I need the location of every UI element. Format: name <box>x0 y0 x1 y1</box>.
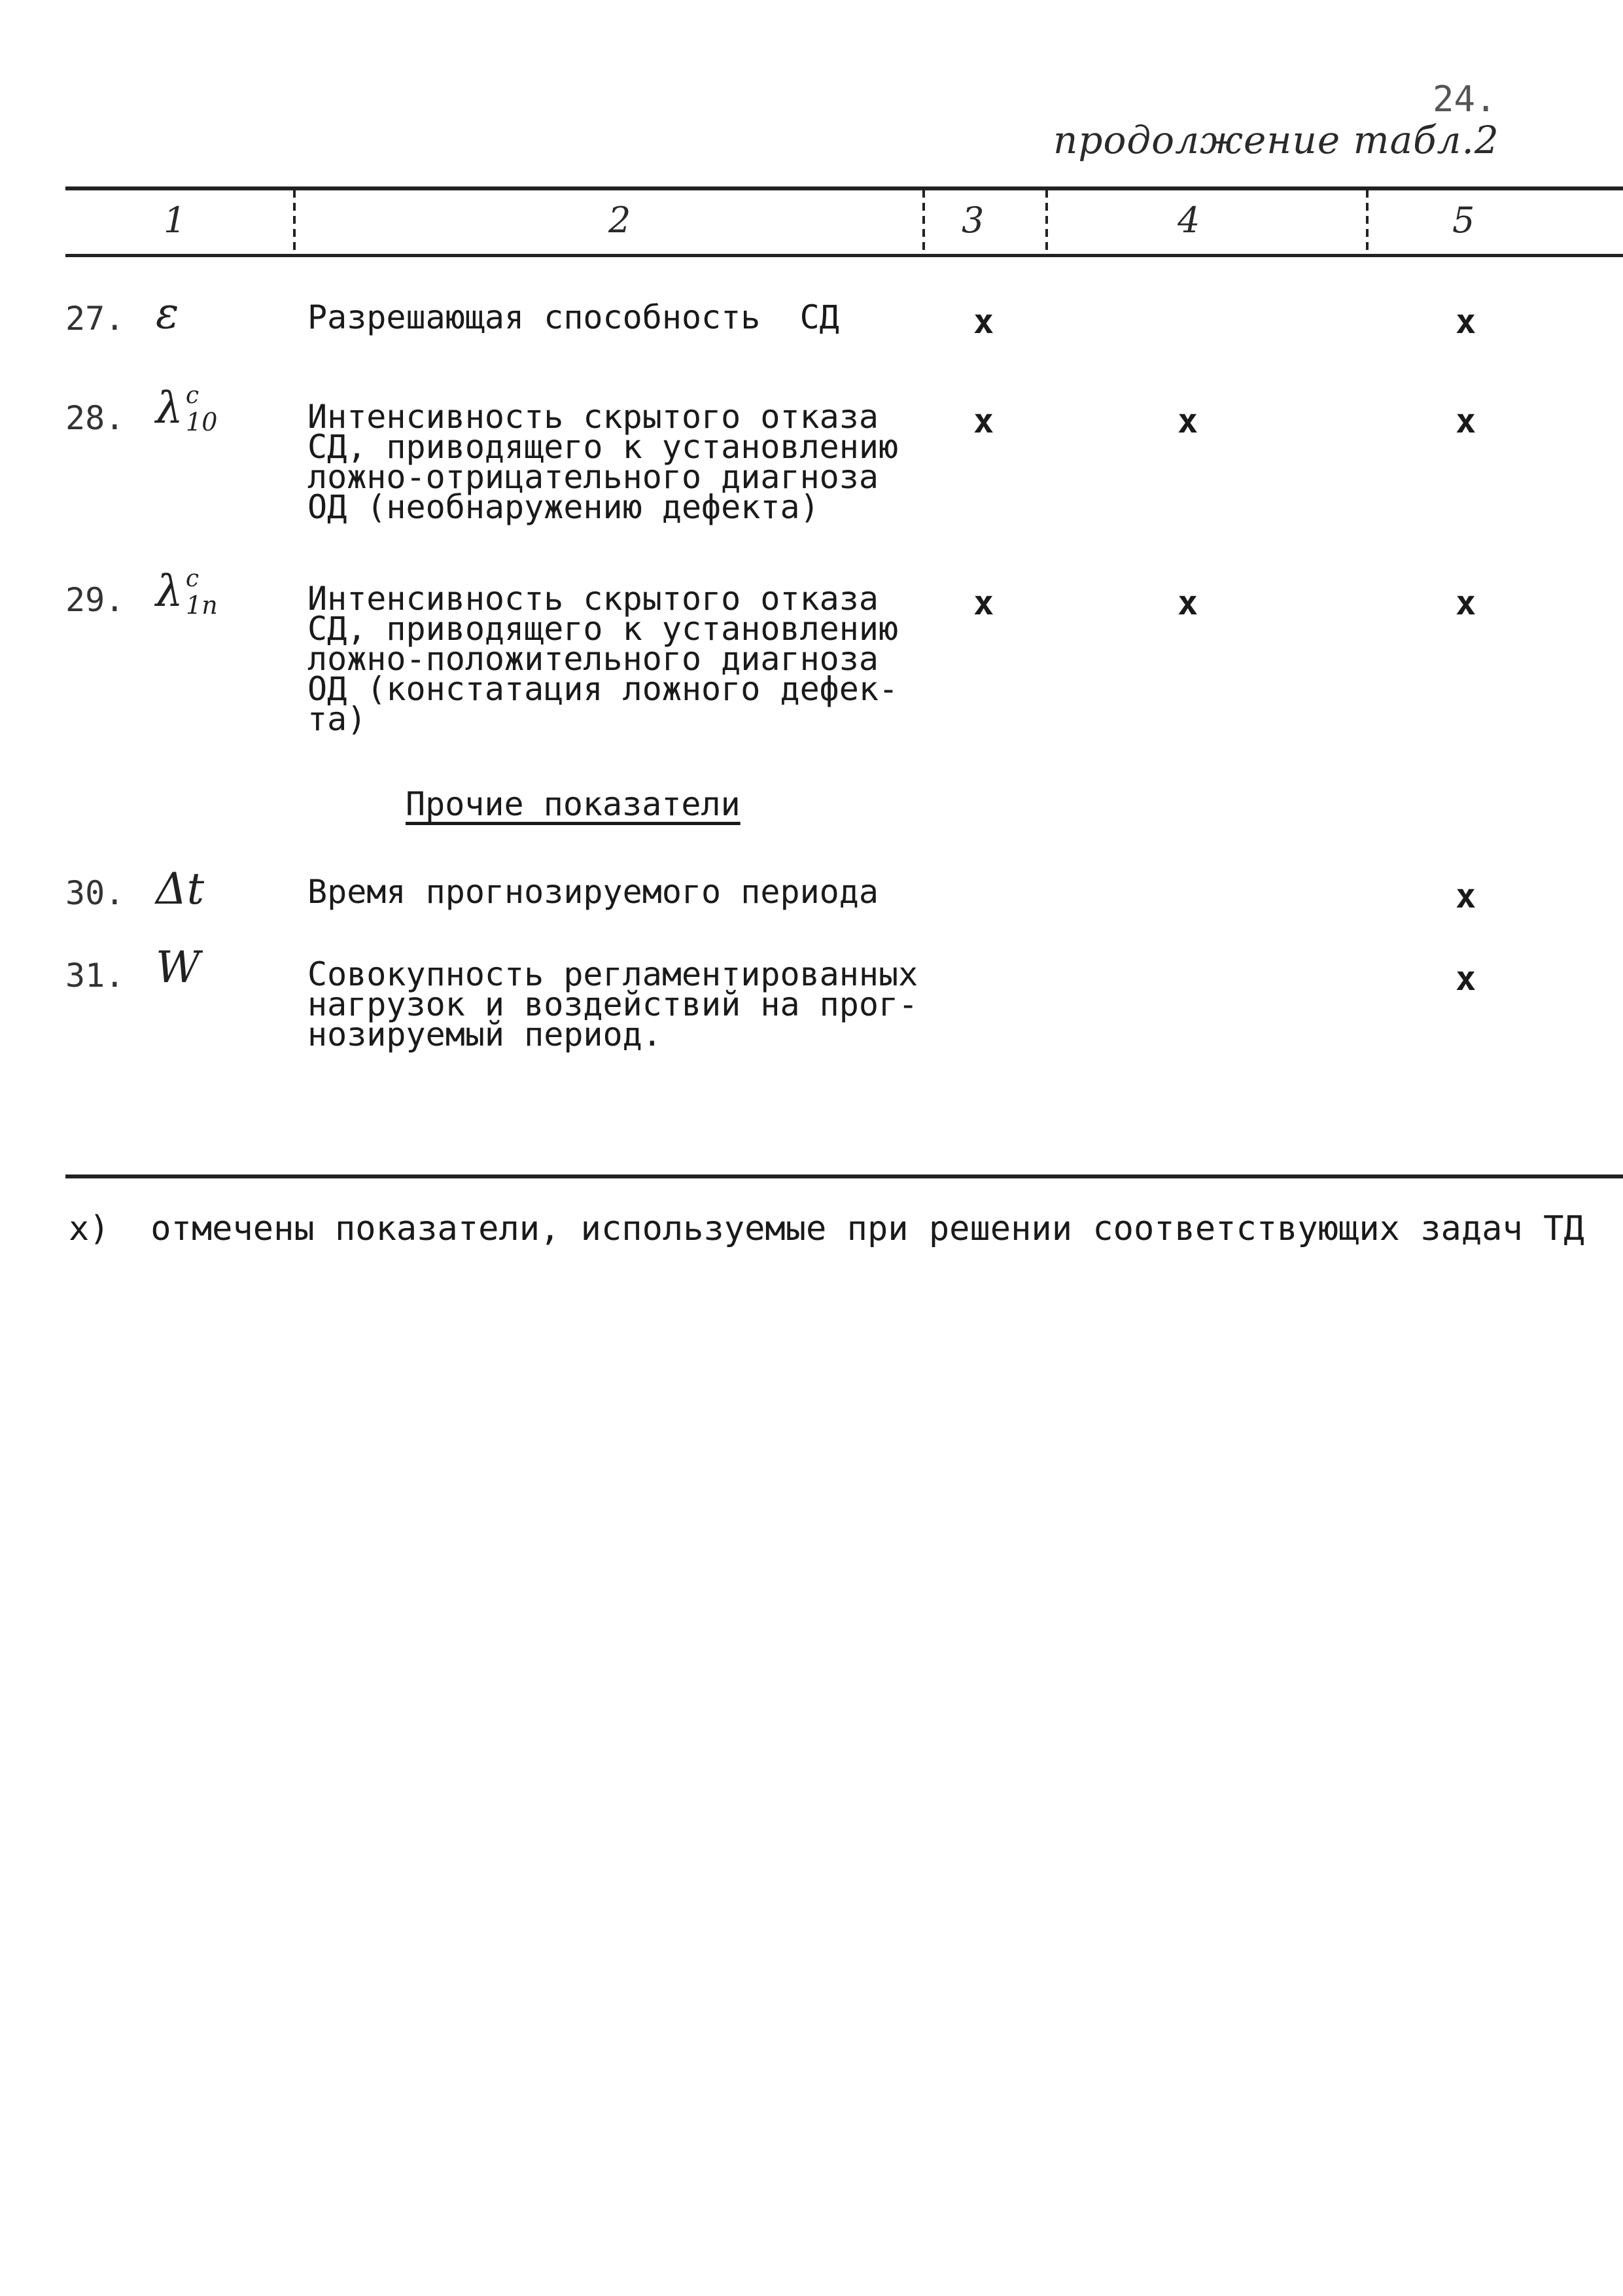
row-number: 28. <box>65 399 125 437</box>
table-bottom-rule <box>65 1174 1623 1178</box>
row-mark-col5: x <box>1456 584 1476 623</box>
table-header-rule <box>65 254 1623 257</box>
row-number: 29. <box>65 581 125 619</box>
column-separator <box>922 190 925 254</box>
row-number: 27. <box>65 300 125 338</box>
column-separator <box>1366 190 1369 254</box>
table-continuation-label: продолжение табл.2 <box>1053 118 1499 162</box>
column-separator <box>293 190 296 254</box>
row-description: Совокупность регламентированных нагрузок и воздействий на прог- нозируемый период. <box>307 955 918 1053</box>
row-mark-col5: x <box>1456 959 1476 998</box>
row-symbol: λ $^c$1n <box>156 565 218 620</box>
row-mark-col3: x <box>973 402 994 441</box>
column-header-4: 4 <box>1178 200 1200 241</box>
row-description: Разрешающая способность СД <box>307 298 839 336</box>
row-mark-col3: x <box>973 584 994 623</box>
row-mark-col4: x <box>1178 402 1198 441</box>
row-mark-col3: x <box>973 302 994 342</box>
column-header-3: 3 <box>962 200 985 241</box>
row-number: 31. <box>65 957 125 995</box>
section-title: Прочие показатели <box>406 785 741 823</box>
row-mark-col5: x <box>1456 302 1476 342</box>
column-separator <box>1045 190 1048 254</box>
row-description: Интенсивность скрытого отказа СД, приводящего к установлению ложно-положительного диагноза ОД (констатация ложного дефек- та) <box>307 580 899 738</box>
row-description: Время прогнозируемого периода <box>307 873 879 911</box>
column-header-5: 5 <box>1452 200 1475 241</box>
row-symbol: λ $^c$10 <box>156 382 218 436</box>
page-number: 24. <box>1433 79 1497 120</box>
footnote: x) отмечены показатели, используемые при решении соответствующих задач ТД <box>69 1209 1584 1248</box>
table-top-rule <box>65 186 1623 190</box>
row-symbol: ε <box>156 288 179 338</box>
row-number: 30. <box>65 874 125 912</box>
row-mark-col5: x <box>1456 402 1476 441</box>
column-header-1: 1 <box>164 200 186 241</box>
column-header-2: 2 <box>608 200 631 241</box>
row-symbol: W <box>156 942 200 993</box>
row-symbol: Δt <box>156 864 205 914</box>
row-mark-col5: x <box>1456 877 1476 916</box>
row-description: Интенсивность скрытого отказа СД, приводящего к установлению ложно-отрицательного диагноза ОД (необнаружению дефекта) <box>307 398 899 526</box>
row-mark-col4: x <box>1178 584 1198 623</box>
